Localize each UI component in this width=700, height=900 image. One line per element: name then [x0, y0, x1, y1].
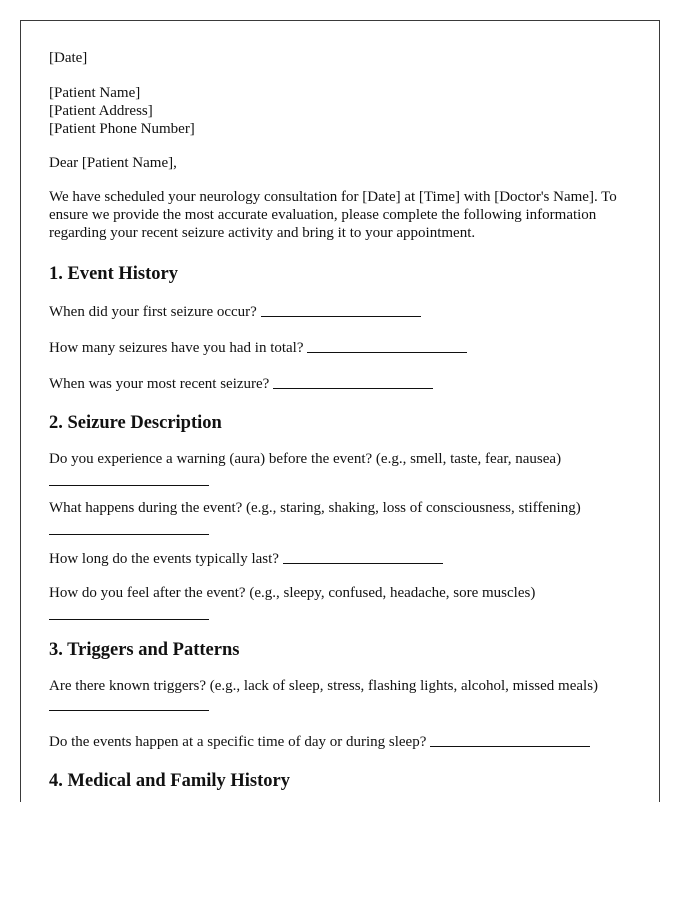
section-event-history: [49, 263, 633, 393]
patient-name: [Patient Name]: [49, 85, 141, 101]
question-text: How many seizures have you had in total?: [49, 340, 304, 356]
question-text: Do the events happen at a specific time of day or during sleep?: [49, 734, 427, 750]
question-text: How do you feel after the event? (e.g., sleepy, confused, headache, sore muscles): [49, 585, 536, 601]
question-text: When was your most recent seizure?: [49, 376, 270, 392]
recipient-address-block: [49, 84, 633, 138]
answer-blank[interactable]: [430, 732, 590, 747]
answer-blank[interactable]: [49, 522, 209, 535]
section-heading: 1. Event History: [49, 264, 178, 284]
answer-blank[interactable]: [273, 374, 433, 389]
answer-blank[interactable]: [49, 607, 209, 620]
question-event-duration: [49, 548, 633, 568]
question-text: How long do the events typically last?: [49, 551, 279, 567]
question-first-seizure: [49, 301, 633, 321]
question-text: What happens during the event? (e.g., staring, shaking, loss of consciousness, stiffening): [49, 500, 581, 516]
question-after-event: [49, 584, 633, 619]
question-during-event: [49, 499, 633, 534]
section-heading: 4. Medical and Family History: [49, 771, 290, 791]
answer-blank[interactable]: [307, 338, 467, 353]
patient-address: [Patient Address]: [49, 103, 153, 119]
question-time-of-day: [49, 731, 633, 751]
question-text: Do you experience a warning (aura) before the event? (e.g., smell, taste, fear, nausea): [49, 451, 562, 467]
salutation: Dear [Patient Name],: [49, 155, 177, 171]
section-heading: 3. Triggers and Patterns: [49, 640, 240, 660]
question-aura: [49, 450, 633, 485]
intro-paragraph: We have scheduled your neurology consultation for [Date] at [Time] with [Doctor's Name]. To ensure we provide the most accurate evaluation, please complete the following information regarding your recent seizure activity and bring it to your appointment.: [49, 189, 617, 241]
answer-blank[interactable]: [49, 473, 209, 486]
letter-page: [20, 20, 660, 802]
question-text: Are there known triggers? (e.g., lack of sleep, stress, flashing lights, alcohol, missed meals): [49, 678, 599, 694]
section-seizure-description: [49, 412, 633, 619]
question-recent-seizure: [49, 373, 633, 393]
letter-body: [49, 49, 633, 802]
patient-phone: [Patient Phone Number]: [49, 121, 195, 137]
section-heading: 2. Seizure Description: [49, 413, 222, 433]
answer-blank[interactable]: [283, 549, 443, 564]
section-triggers-patterns: [49, 639, 633, 751]
question-total-seizures: [49, 337, 633, 357]
answer-blank[interactable]: [261, 302, 421, 317]
section-medical-family-history: [49, 770, 633, 792]
date-placeholder: [Date]: [49, 50, 88, 66]
question-known-triggers: [49, 677, 633, 715]
answer-blank[interactable]: [49, 696, 209, 711]
question-text: When did your first seizure occur?: [49, 304, 257, 320]
